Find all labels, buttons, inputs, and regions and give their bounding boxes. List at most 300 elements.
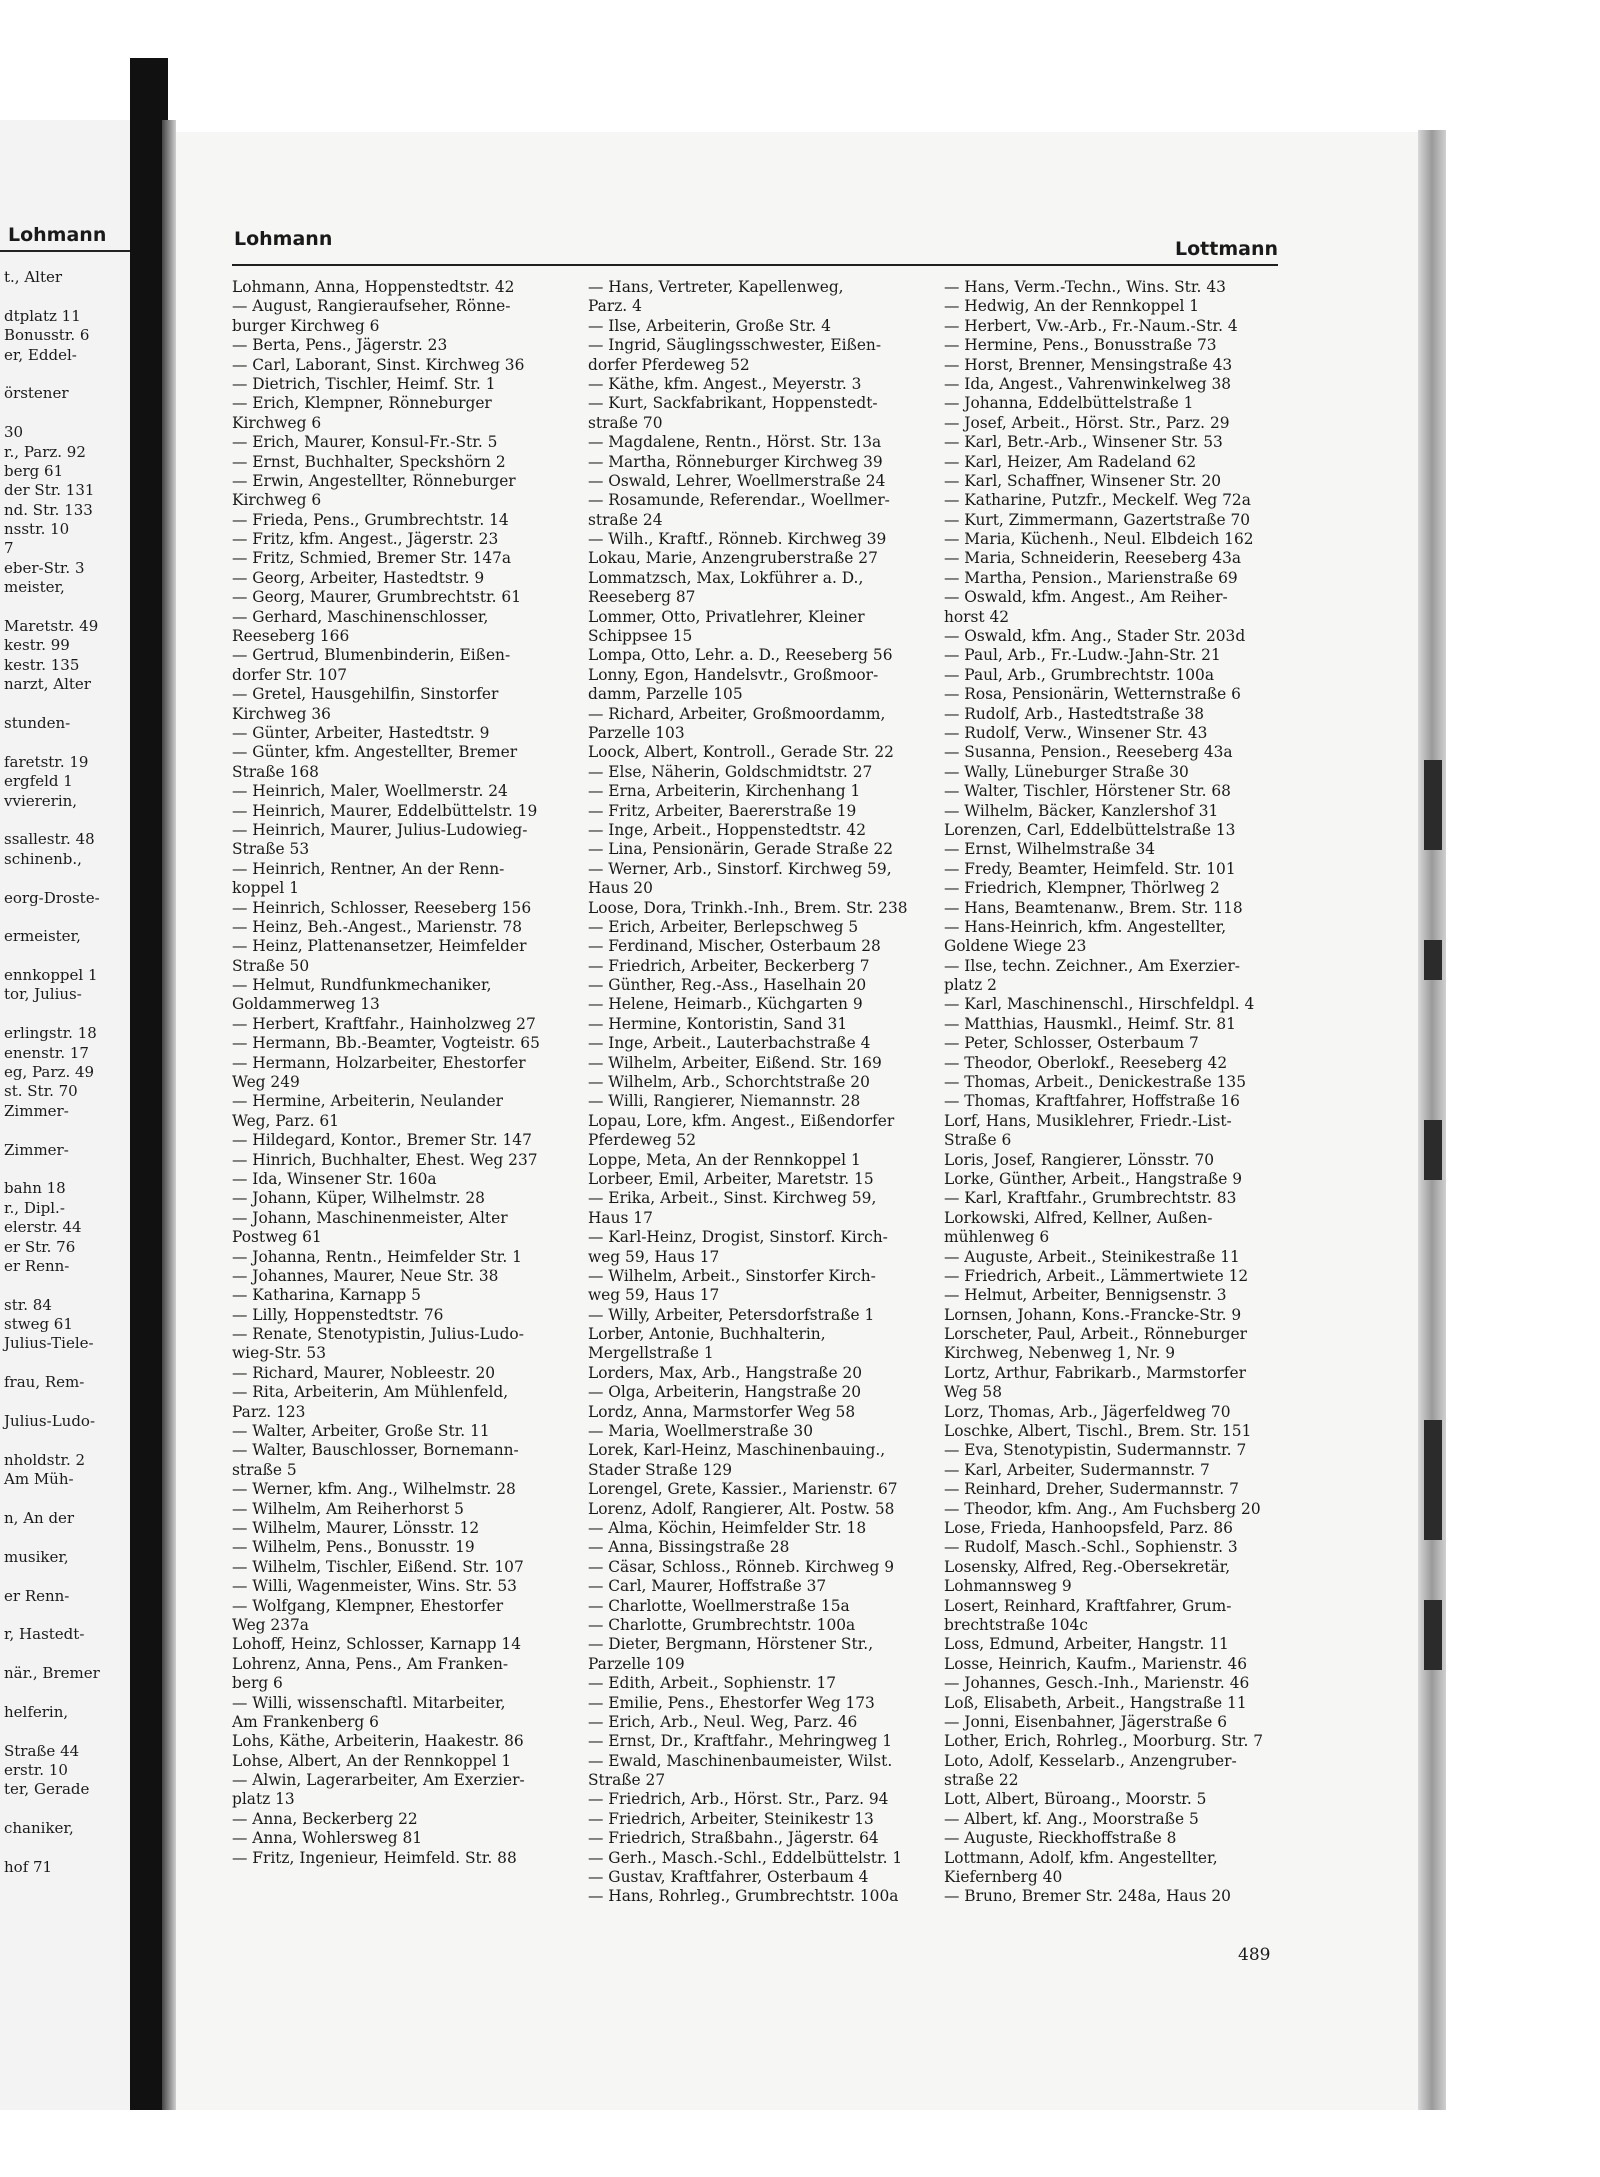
directory-entry-line: — Frieda, Pens., Grumbrechtstr. 14 — [232, 510, 509, 529]
directory-entry-line: — Rosa, Pensionärin, Wetternstraße 6 — [944, 685, 1241, 704]
directory-entry-line: Stader Straße 129 — [588, 1460, 733, 1479]
left-page-line: meister, — [4, 578, 65, 597]
directory-entry-line: — Oswald, kfm. Angest., Am Reiher- — [944, 588, 1228, 607]
directory-entry-line: Lother, Erich, Rohrleg., Moorburg. Str. 7 — [944, 1732, 1264, 1751]
left-page-line: chaniker, — [4, 1819, 74, 1838]
directory-entry-line: — Rudolf, Verw., Winsener Str. 43 — [944, 723, 1208, 742]
directory-entry-line: — Friedrich, Arb., Hörst. Str., Parz. 94 — [588, 1790, 889, 1809]
directory-entry-line: Weg, Parz. 61 — [232, 1111, 339, 1130]
directory-entry-line: Goldammerweg 13 — [232, 995, 380, 1014]
directory-entry-line: — Ernst, Buchhalter, Speckshörn 2 — [232, 452, 506, 471]
directory-entry-line: — Erich, Klempner, Rönneburger — [232, 394, 492, 413]
directory-entry-line: weg 59, Haus 17 — [588, 1247, 720, 1266]
directory-entry-line: — Lina, Pensionärin, Gerade Straße 22 — [588, 840, 894, 859]
directory-entry-line: platz 2 — [944, 976, 997, 995]
directory-entry-line: — Oswald, kfm. Ang., Stader Str. 203d — [944, 627, 1246, 646]
directory-entry-line: — Anna, Bissingstraße 28 — [588, 1538, 790, 1557]
left-page-line: Zimmer- — [4, 1101, 69, 1120]
left-page-header: Lohmann — [8, 224, 107, 246]
left-page-line — [4, 733, 132, 752]
left-page-line — [4, 1722, 132, 1741]
directory-entry-line: — Maria, Schneiderin, Reeseberg 43a — [944, 549, 1242, 568]
directory-entry-line: — Hermine, Kontoristin, Sand 31 — [588, 1014, 848, 1033]
directory-entry-line: — Berta, Pens., Jägerstr. 23 — [232, 336, 448, 355]
directory-entry-line: — Magdalene, Rentn., Hörst. Str. 13a — [588, 433, 882, 452]
left-page-line: eber-Str. 3 — [4, 558, 85, 577]
directory-entry-line: — Inge, Arbeit., Hoppenstedtstr. 42 — [588, 820, 866, 839]
directory-entry-line: Lommer, Otto, Privatlehrer, Kleiner — [588, 607, 865, 626]
directory-entry-line: Loto, Adolf, Kesselarb., Anzengruber- — [944, 1751, 1237, 1770]
directory-entry-line: Straße 27 — [588, 1771, 666, 1790]
directory-entry-line: — Wilhelm, Tischler, Eißend. Str. 107 — [232, 1557, 524, 1576]
directory-entry-line: — Gretel, Hausgehilfin, Sinstorfer — [232, 685, 499, 704]
directory-entry-line: Am Frankenberg 6 — [232, 1712, 379, 1731]
directory-entry-line: — Gustav, Kraftfahrer, Osterbaum 4 — [588, 1868, 869, 1887]
directory-entry-line: — Friedrich, Arbeit., Lämmertwiete 12 — [944, 1266, 1249, 1285]
directory-entry-line: — Maria, Küchenh., Neul. Elbdeich 162 — [944, 530, 1254, 549]
directory-entry-line: — Georg, Maurer, Grumbrechtstr. 61 — [232, 588, 522, 607]
directory-entry-line: Lonny, Egon, Handelsvtr., Großmoor- — [588, 665, 879, 684]
left-page-line: er Str. 76 — [4, 1237, 76, 1256]
directory-entry-line: — Günther, Reg.-Ass., Haselhain 20 — [588, 976, 867, 995]
left-page-line — [4, 1528, 132, 1547]
directory-entry-line: — Friedrich, Arbeiter, Beckerberg 7 — [588, 956, 870, 975]
directory-entry-line: — Günter, Arbeiter, Hastedtstr. 9 — [232, 723, 490, 742]
directory-entry-line: Loose, Dora, Trinkh.-Inh., Brem. Str. 238 — [588, 898, 908, 917]
left-page-line — [4, 1431, 132, 1450]
directory-entry-line: — Johann, Maschinenmeister, Alter — [232, 1208, 508, 1227]
directory-entry-line: Goldene Wiege 23 — [944, 937, 1087, 956]
header-rule — [232, 264, 1278, 266]
directory-entry-line: — Wilhelm, Maurer, Lönsstr. 12 — [232, 1519, 480, 1537]
directory-entry-line: — Matthias, Hausmkl., Heimf. Str. 81 — [944, 1014, 1236, 1033]
directory-entry-line: — Paul, Arb., Grumbrechtstr. 100a — [944, 665, 1215, 684]
directory-entry-line: — Erich, Arb., Neul. Weg, Parz. 46 — [588, 1712, 858, 1731]
directory-entry-line: — Heinrich, Rentner, An der Renn- — [232, 859, 505, 878]
directory-entry-line: — Werner, kfm. Ang., Wilhelmstr. 28 — [232, 1480, 516, 1499]
directory-entry-line: — Helmut, Arbeiter, Bennigsenstr. 3 — [944, 1286, 1227, 1305]
left-page-line — [4, 598, 132, 617]
directory-entry-line: — Karl, Schaffner, Winsener Str. 20 — [944, 471, 1222, 490]
directory-entry-line: — Hans, Rohrleg., Grumbrechtstr. 100a — [588, 1887, 899, 1906]
directory-entry-line: — Wilh., Kraftf., Rönneb. Kirchweg 39 — [588, 530, 887, 549]
left-page-line: helferin, — [4, 1702, 69, 1721]
directory-entry-line: Pferdeweg 52 — [588, 1131, 697, 1150]
directory-entry-line: Lommatzsch, Max, Lokführer a. D., — [588, 568, 864, 587]
directory-entry-line: — Karl, Kraftfahr., Grumbrechtstr. 83 — [944, 1189, 1237, 1208]
directory-entry-line: — Werner, Arb., Sinstorf. Kirchweg 59, — [588, 859, 892, 878]
directory-entry-line: Loock, Albert, Kontroll., Gerade Str. 22 — [588, 743, 894, 762]
directory-entry-line: Straße 50 — [232, 956, 310, 975]
left-page-line: dtplatz 11 — [4, 306, 81, 325]
left-page-line — [4, 947, 132, 966]
directory-entry-line: — Wilhelm, Pens., Bonusstr. 19 — [232, 1538, 475, 1557]
directory-entry-line: Lohmannsweg 9 — [944, 1577, 1072, 1596]
directory-entry-line: Kirchweg 6 — [232, 491, 322, 510]
left-page-line: erlingstr. 18 — [4, 1024, 97, 1043]
left-page-line: stunden- — [4, 713, 71, 732]
directory-entry-line: straße 24 — [588, 510, 663, 529]
directory-entry-line: weg 59, Haus 17 — [588, 1286, 720, 1305]
left-page-line: nsstr. 10 — [4, 520, 70, 539]
directory-entry-line: — Susanna, Pension., Reeseberg 43a — [944, 743, 1233, 762]
directory-entry-line: — Theodor, kfm. Ang., Am Fuchsberg 20 — [944, 1499, 1261, 1518]
directory-entry-line: — Hans, Verm.-Techn., Wins. Str. 43 — [944, 278, 1226, 296]
left-page-line: bahn 18 — [4, 1179, 66, 1198]
directory-column-1 — [232, 278, 562, 1868]
directory-entry-line: — Katharine, Putzfr., Meckelf. Weg 72a — [944, 491, 1251, 510]
directory-entry-line: — Helene, Heimarb., Küchgarten 9 — [588, 995, 863, 1014]
directory-entry-line: — Inge, Arbeit., Lauterbachstraße 4 — [588, 1034, 871, 1053]
directory-entry-line: Straße 6 — [944, 1131, 1012, 1150]
directory-entry-line: Parzelle 103 — [588, 723, 685, 742]
directory-entry-line: — Albert, kf. Ang., Moorstraße 5 — [944, 1809, 1199, 1828]
directory-entry-line: — Richard, Maurer, Nobleestr. 20 — [232, 1363, 496, 1382]
left-page-line — [4, 869, 132, 888]
directory-entry-line: — Erich, Arbeiter, Berlepschweg 5 — [588, 917, 859, 936]
directory-entry-line: — Olga, Arbeiterin, Hangstraße 20 — [588, 1383, 862, 1402]
directory-entry-line: — Hans, Beamtenanw., Brem. Str. 118 — [944, 898, 1243, 917]
left-page-line: r., Dipl.- — [4, 1198, 65, 1217]
directory-entry-line: — Rudolf, Masch.-Schl., Sophienstr. 3 — [944, 1538, 1238, 1557]
directory-entry-line: Weg 249 — [232, 1073, 300, 1092]
directory-entry-line: — Hinrich, Buchhalter, Ehest. Weg 237 — [232, 1150, 538, 1169]
left-page-line: Maretstr. 49 — [4, 617, 99, 636]
directory-entry-line: Lottmann, Adolf, kfm. Angestellter, — [944, 1848, 1218, 1867]
directory-entry-line: — Katharina, Karnapp 5 — [232, 1286, 421, 1305]
directory-entry-line: — Walter, Arbeiter, Große Str. 11 — [232, 1422, 490, 1441]
directory-entry-line: — Ilse, techn. Zeichner., Am Exerzier- — [944, 956, 1240, 975]
left-page-line: nd. Str. 133 — [4, 500, 93, 519]
directory-entry-line: Lohs, Käthe, Arbeiterin, Haakestr. 86 — [232, 1732, 524, 1751]
directory-entry-line: — Fritz, kfm. Angest., Jägerstr. 23 — [232, 530, 499, 549]
directory-entry-line: dorfer Str. 107 — [232, 665, 348, 684]
left-page-line: frau, Rem- — [4, 1373, 85, 1392]
directory-entry-line: — Ingrid, Säuglingsschwester, Eißen- — [588, 336, 882, 355]
directory-entry-line: — Günter, kfm. Angestellter, Bremer — [232, 743, 518, 762]
directory-entry-line: — Anna, Beckerberg 22 — [232, 1809, 418, 1828]
directory-entry-line: — Karl, Betr.-Arb., Winsener Str. 53 — [944, 433, 1223, 452]
directory-entry-line: — Martha, Pension., Marienstraße 69 — [944, 568, 1238, 587]
directory-entry-line: Mergellstraße 1 — [588, 1344, 714, 1363]
directory-entry-line: — Cäsar, Schloss., Rönneb. Kirchweg 9 — [588, 1557, 895, 1576]
left-page-line: er, Eddel- — [4, 345, 77, 364]
directory-entry-line: Weg 58 — [944, 1383, 1002, 1402]
directory-entry-line: — Fredy, Beamter, Heimfeld. Str. 101 — [944, 859, 1236, 878]
left-page-line — [4, 1121, 132, 1140]
binding-shadow — [162, 120, 176, 2110]
directory-entry-line: — Heinz, Beh.-Angest., Marienstr. 78 — [232, 917, 523, 936]
directory-entry-line: — Johannes, Gesch.-Inh., Marienstr. 46 — [944, 1674, 1250, 1693]
directory-entry-line: — Dieter, Bergmann, Hörstener Str., — [588, 1635, 874, 1654]
directory-entry-line: — Walter, Bauschlosser, Bornemann- — [232, 1441, 519, 1460]
directory-entry-line: — Theodor, Oberlokf., Reeseberg 42 — [944, 1053, 1228, 1072]
directory-entry-line: — Erich, Maurer, Konsul-Fr.-Str. 5 — [232, 433, 498, 452]
directory-column-2 — [588, 278, 918, 1907]
directory-entry-line: Lorengel, Grete, Kassier., Marienstr. 67 — [588, 1480, 898, 1499]
left-page-line: örstener — [4, 384, 69, 403]
left-page-line: n, An der — [4, 1509, 75, 1527]
directory-entry-line: Lohse, Albert, An der Rennkoppel 1 — [232, 1751, 512, 1770]
left-page-line: kestr. 135 — [4, 655, 80, 674]
left-page-line: str. 84 — [4, 1295, 52, 1314]
directory-entry-line: Loschke, Albert, Tischl., Brem. Str. 151 — [944, 1422, 1252, 1441]
directory-entry-line: — Paul, Arb., Fr.-Ludw.-Jahn-Str. 21 — [944, 646, 1221, 665]
directory-entry-line: — Hermine, Pens., Bonusstraße 73 — [944, 336, 1217, 355]
directory-entry-line: — Erwin, Angestellter, Rönneburger — [232, 471, 516, 490]
left-page-line — [4, 1354, 132, 1373]
left-page-lines — [4, 268, 132, 1877]
left-page-line: Am Müh- — [4, 1470, 74, 1489]
left-page-rule — [0, 250, 132, 252]
directory-entry-line: — Richard, Arbeiter, Großmoordamm, — [588, 704, 886, 723]
directory-entry-line: platz 13 — [232, 1790, 295, 1809]
directory-entry-line: — Ewald, Maschinenbaumeister, Wilst. — [588, 1751, 893, 1770]
directory-entry-line: — Helmut, Rundfunkmechaniker, — [232, 976, 492, 995]
left-page-line: r., Parz. 92 — [4, 442, 86, 461]
directory-entry-line: Lorbeer, Emil, Arbeiter, Maretstr. 15 — [588, 1169, 874, 1188]
directory-entry-line: koppel 1 — [232, 879, 300, 898]
directory-entry-line: Lorders, Max, Arb., Hangstraße 20 — [588, 1363, 863, 1382]
directory-entry-line: Haus 17 — [588, 1208, 653, 1227]
left-page-line: narzt, Alter — [4, 675, 91, 694]
directory-entry-line: burger Kirchweg 6 — [232, 316, 380, 335]
directory-entry-line: — Friedrich, Straßbahn., Jägerstr. 64 — [588, 1829, 879, 1848]
directory-entry-line: Straße 168 — [232, 762, 319, 781]
directory-entry-line: dorfer Pferdeweg 52 — [588, 355, 750, 374]
directory-entry-line: — Walter, Tischler, Hörstener Str. 68 — [944, 782, 1231, 801]
directory-entry-line: — Erika, Arbeit., Sinst. Kirchweg 59, — [588, 1189, 877, 1208]
directory-entry-line: — Carl, Laborant, Sinst. Kirchweg 36 — [232, 355, 525, 374]
left-page-line: 7 — [4, 539, 14, 558]
directory-entry-line: Lorscheter, Paul, Arbeit., Rönneburger — [944, 1325, 1248, 1344]
directory-entry-line: — Wolfgang, Klempner, Ehestorfer — [232, 1596, 504, 1615]
left-page-line — [4, 1800, 132, 1819]
directory-column-3 — [944, 278, 1278, 1907]
directory-entry-line: — Kurt, Sackfabrikant, Hoppenstedt- — [588, 394, 878, 413]
left-page-line — [4, 404, 132, 423]
running-header-left: Lohmann — [234, 228, 333, 250]
directory-entry-line: Lorf, Hans, Musiklehrer, Friedr.-List- — [944, 1111, 1232, 1130]
directory-entry-line: — Kurt, Zimmermann, Gazertstraße 70 — [944, 510, 1251, 529]
directory-entry-line: Loppe, Meta, An der Rennkoppel 1 — [588, 1150, 861, 1169]
left-page-line: när., Bremer — [4, 1664, 100, 1683]
directory-entry-line: berg 6 — [232, 1674, 283, 1693]
directory-entry-line: straße 70 — [588, 413, 663, 432]
directory-entry-line: Lohmann, Anna, Hoppenstedtstr. 42 — [232, 278, 515, 296]
spine-print — [1422, 640, 1444, 1920]
left-page-line: ennkoppel 1 — [4, 966, 98, 985]
directory-entry-line: — Hermann, Holzarbeiter, Ehestorfer — [232, 1053, 526, 1072]
left-page-line: erstr. 10 — [4, 1761, 68, 1780]
directory-entry-line: — Charlotte, Woellmerstraße 15a — [588, 1596, 850, 1615]
directory-entry-line: Reeseberg 166 — [232, 627, 350, 646]
left-page-line: nholdstr. 2 — [4, 1450, 86, 1469]
directory-entry-line: — Fritz, Ingenieur, Heimfeld. Str. 88 — [232, 1848, 517, 1867]
directory-entry-line: — Rosamunde, Referendar., Woellmer- — [588, 491, 890, 510]
directory-entry-line: — Emilie, Pens., Ehestorfer Weg 173 — [588, 1693, 875, 1712]
directory-entry-line: — Willy, Arbeiter, Petersdorfstraße 1 — [588, 1305, 875, 1324]
directory-entry-line: Loß, Elisabeth, Arbeit., Hangstraße 11 — [944, 1693, 1247, 1712]
left-page-line: t., Alter — [4, 268, 63, 286]
left-page-line: schinenb., — [4, 849, 82, 868]
left-page-line — [4, 1839, 132, 1858]
directory-entry-line: — Rita, Arbeiterin, Am Mühlenfeld, — [232, 1383, 509, 1402]
left-page-line — [4, 1606, 132, 1625]
directory-entry-line: — Ernst, Wilhelmstraße 34 — [944, 840, 1156, 859]
directory-entry-line: — Willi, Wagenmeister, Wins. Str. 53 — [232, 1577, 517, 1596]
directory-entry-line: Loris, Josef, Rangierer, Lönsstr. 70 — [944, 1150, 1215, 1169]
left-page-line — [4, 1490, 132, 1509]
directory-entry-line: Weg 237a — [232, 1615, 309, 1634]
left-page-line — [4, 1393, 132, 1412]
directory-entry-line: — Wilhelm, Arbeiter, Eißend. Str. 169 — [588, 1053, 882, 1072]
left-page-line: hof 71 — [4, 1858, 53, 1877]
directory-entry-line: Lorke, Günther, Arbeit., Hangstraße 9 — [944, 1169, 1243, 1188]
left-page-line — [4, 1160, 132, 1179]
left-page-line: ermeister, — [4, 927, 81, 946]
directory-entry-line: straße 22 — [944, 1771, 1019, 1790]
directory-entry-line: — Oswald, Lehrer, Woellmerstraße 24 — [588, 471, 886, 490]
directory-entry-line: — Josef, Arbeit., Hörst. Str., Parz. 29 — [944, 413, 1230, 432]
directory-entry-line: — Friedrich, Arbeiter, Steinikestr 13 — [588, 1809, 874, 1828]
left-page-line: elerstr. 44 — [4, 1218, 82, 1237]
left-page-line: stweg 61 — [4, 1315, 73, 1334]
directory-entry-line: straße 5 — [232, 1460, 297, 1479]
directory-entry-line: — Johannes, Maurer, Neue Str. 38 — [232, 1266, 499, 1285]
directory-entry-line: Lorkowski, Alfred, Kellner, Außen- — [944, 1208, 1213, 1227]
directory-entry-line: — Friedrich, Klempner, Thörlweg 2 — [944, 879, 1220, 898]
left-page-line: faretstr. 19 — [4, 752, 89, 771]
directory-entry-line: — Gerh., Masch.-Schl., Eddelbüttelstr. 1 — [588, 1848, 903, 1867]
directory-entry-line: — Johanna, Eddelbüttelstraße 1 — [944, 394, 1194, 413]
directory-entry-line: Losse, Heinrich, Kaufm., Marienstr. 46 — [944, 1654, 1248, 1673]
left-page-line: 30 — [4, 423, 24, 442]
directory-entry-line: Parzelle 109 — [588, 1654, 685, 1673]
directory-entry-line: — Reinhard, Dreher, Sudermannstr. 7 — [944, 1480, 1239, 1499]
directory-entry-line: Lorber, Antonie, Buchhalterin, — [588, 1325, 826, 1344]
directory-entry-line: — Herbert, Vw.-Arb., Fr.-Naum.-Str. 4 — [944, 316, 1238, 335]
directory-entry-line: Lompa, Otto, Lehr. a. D., Reeseberg 56 — [588, 646, 893, 665]
left-page-line — [4, 1276, 132, 1295]
left-page-line — [4, 287, 132, 306]
directory-entry-line: brechtstraße 104c — [944, 1615, 1088, 1634]
directory-entry-line: Lornsen, Johann, Kons.-Francke-Str. 9 — [944, 1305, 1242, 1324]
page-number: 489 — [1238, 1945, 1271, 1965]
directory-entry-line: wieg-Str. 53 — [232, 1344, 327, 1363]
directory-entry-line: Loss, Edmund, Arbeiter, Hangstr. 11 — [944, 1635, 1229, 1654]
directory-entry-line: — Ida, Angest., Vahrenwinkelweg 38 — [944, 374, 1232, 393]
directory-entry-line: Lokau, Marie, Anzengruberstraße 27 — [588, 549, 878, 568]
left-page-line: Zimmer- — [4, 1140, 69, 1159]
directory-entry-line: — Wally, Lüneburger Straße 30 — [944, 762, 1189, 781]
left-page-line: ter, Gerade — [4, 1780, 90, 1799]
directory-entry-line: — Charlotte, Grumbrechtstr. 100a — [588, 1615, 856, 1634]
directory-entry-line: — Fritz, Schmied, Bremer Str. 147a — [232, 549, 512, 568]
directory-entry-line: Lose, Frieda, Hanhoopsfeld, Parz. 86 — [944, 1519, 1233, 1537]
left-page-line — [4, 365, 132, 384]
directory-entry-line: mühlenweg 6 — [944, 1228, 1050, 1247]
directory-entry-line: Haus 20 — [588, 879, 653, 898]
left-page-line: der Str. 131 — [4, 481, 95, 500]
directory-entry-line: Parz. 4 — [588, 297, 642, 316]
left-page-line: st. Str. 70 — [4, 1082, 78, 1101]
directory-entry-line: Kirchweg 6 — [232, 413, 322, 432]
directory-entry-line: — Wilhelm, Bäcker, Kanzlershof 31 — [944, 801, 1219, 820]
directory-entry-line: — Eva, Stenotypistin, Sudermannstr. 7 — [944, 1441, 1247, 1460]
directory-entry-line: Lordz, Anna, Marmstorfer Weg 58 — [588, 1402, 856, 1421]
directory-entry-line: horst 42 — [944, 607, 1010, 626]
directory-entry-line: — Rudolf, Arb., Hastedtstraße 38 — [944, 704, 1205, 723]
directory-entry-line: — Georg, Arbeiter, Hastedtstr. 9 — [232, 568, 485, 587]
directory-entry-line: Schippsee 15 — [588, 627, 693, 646]
directory-entry-line: — Renate, Stenotypistin, Julius-Ludo- — [232, 1325, 524, 1344]
left-page-line: eg, Parz. 49 — [4, 1063, 95, 1082]
left-page-line — [4, 1005, 132, 1024]
directory-entry-line: — Lilly, Hoppenstedtstr. 76 — [232, 1305, 444, 1324]
directory-entry-line: — Alma, Köchin, Heimfelder Str. 18 — [588, 1519, 867, 1537]
left-page-line: musiker, — [4, 1547, 69, 1566]
directory-entry-line: Lopau, Lore, kfm. Angest., Eißendorfer — [588, 1111, 895, 1130]
left-page-line — [4, 811, 132, 830]
left-page-line: berg 61 — [4, 461, 64, 480]
directory-entry-line: — Fritz, Arbeiter, Baererstraße 19 — [588, 801, 857, 820]
directory-entry-line: Reeseberg 87 — [588, 588, 696, 607]
directory-entry-line: — Gertrud, Blumenbinderin, Eißen- — [232, 646, 511, 665]
directory-entry-line: — Ferdinand, Mischer, Osterbaum 28 — [588, 937, 881, 956]
left-page-line: vviererin, — [4, 791, 78, 810]
directory-entry-line: Lorenz, Adolf, Rangierer, Alt. Postw. 58 — [588, 1499, 895, 1518]
directory-entry-line: — Auguste, Rieckhoffstraße 8 — [944, 1829, 1177, 1848]
directory-entry-line: Postweg 61 — [232, 1228, 322, 1247]
left-page-line — [4, 908, 132, 927]
directory-entry-line: Lortz, Arthur, Fabrikarb., Marmstorfer — [944, 1363, 1246, 1382]
directory-entry-line: — Heinrich, Maurer, Julius-Ludowieg- — [232, 820, 528, 839]
left-page-fragment — [0, 120, 132, 2110]
directory-entry-line: — Carl, Maurer, Hoffstraße 37 — [588, 1577, 827, 1596]
directory-entry-line: Lohoff, Heinz, Schlosser, Karnapp 14 — [232, 1635, 522, 1654]
left-page-line: kestr. 99 — [4, 636, 70, 655]
directory-entry-line: Lorek, Karl-Heinz, Maschinenbauing., — [588, 1441, 886, 1460]
running-header-right: Lottmann — [1175, 238, 1278, 260]
left-page-line — [4, 1567, 132, 1586]
directory-entry-line: damm, Parzelle 105 — [588, 685, 743, 704]
left-page-line — [4, 1645, 132, 1664]
directory-entry-line: — Hedwig, An der Rennkoppel 1 — [944, 297, 1200, 316]
directory-entry-line: — Jonni, Eisenbahner, Jägerstraße 6 — [944, 1712, 1228, 1731]
left-page-line: Julius-Ludo- — [4, 1412, 96, 1431]
left-page-line: er Renn- — [4, 1586, 70, 1605]
directory-entry-line: — Maria, Woellmerstraße 30 — [588, 1422, 813, 1441]
directory-entry-line: — Johann, Küper, Wilhelmstr. 28 — [232, 1189, 485, 1208]
left-page-line: ssallestr. 48 — [4, 830, 95, 849]
directory-entry-line: — Heinrich, Schlosser, Reeseberg 156 — [232, 898, 532, 917]
directory-entry-line: Lott, Albert, Büroang., Moorstr. 5 — [944, 1790, 1207, 1809]
left-page-line — [4, 1684, 132, 1703]
left-page-line: r, Hastedt- — [4, 1625, 85, 1644]
directory-entry-line: — Dietrich, Tischler, Heimf. Str. 1 — [232, 374, 496, 393]
directory-entry-line: — Herbert, Kraftfahr., Hainholzweg 27 — [232, 1014, 536, 1033]
directory-entry-line: — Bruno, Bremer Str. 248a, Haus 20 — [944, 1887, 1231, 1906]
directory-entry-line: — Hermann, Bb.-Beamter, Vogteistr. 65 — [232, 1034, 540, 1053]
left-page-line: tor, Julius- — [4, 985, 82, 1004]
directory-entry-line: — Wilhelm, Arb., Schorchtstraße 20 — [588, 1073, 870, 1092]
directory-entry-line: — Gerhard, Maschinenschlosser, — [232, 607, 489, 626]
directory-entry-line: — Else, Näherin, Goldschmidtstr. 27 — [588, 762, 873, 781]
directory-entry-line: — Ilse, Arbeiterin, Große Str. 4 — [588, 316, 831, 335]
directory-entry-line: — Martha, Rönneburger Kirchweg 39 — [588, 452, 883, 471]
directory-entry-line: Losert, Reinhard, Kraftfahrer, Grum- — [944, 1596, 1232, 1615]
